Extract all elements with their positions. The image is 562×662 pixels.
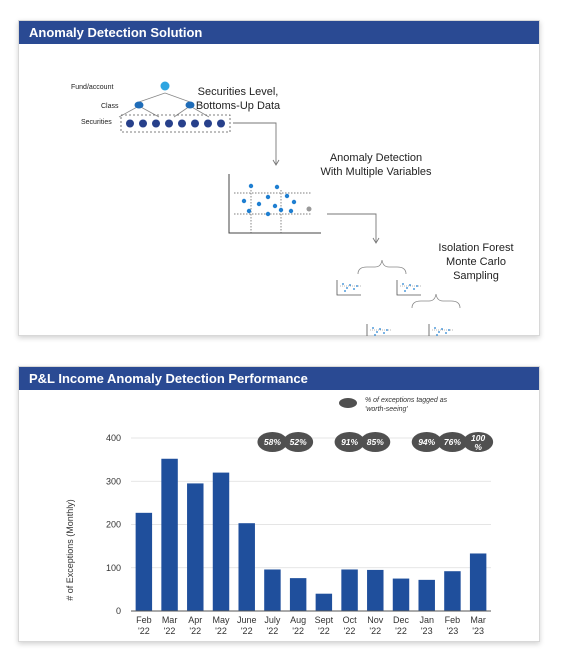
- bar: [290, 578, 306, 611]
- x-tick-label-year: '22: [215, 626, 227, 636]
- grid-lines: [131, 438, 491, 568]
- x-tick-label-month: July: [264, 615, 281, 625]
- class-label: Class: [101, 103, 119, 110]
- bar: [187, 483, 203, 611]
- x-tick-label-year: '23: [446, 626, 459, 636]
- x-tick-label-month: Feb: [136, 615, 152, 625]
- pill-label: 85%: [366, 437, 384, 447]
- solution-diagram: [19, 44, 539, 336]
- x-tick-labels: [136, 615, 486, 636]
- pill-label: 91%: [341, 437, 359, 447]
- percentage-pill: [437, 432, 467, 452]
- percentage-pill: [360, 432, 390, 452]
- fund-account-label: Fund/account: [71, 84, 114, 91]
- arrow-2: [327, 214, 379, 243]
- step3-line1: Isolation Forest: [438, 242, 514, 254]
- x-tick-label-year: '22: [369, 626, 382, 636]
- legend-swatch: [339, 398, 357, 408]
- x-tick-label-month: May: [212, 615, 230, 625]
- x-tick-label-month: Oct: [342, 615, 357, 625]
- step1-line2: Bottoms-Up Data: [195, 100, 281, 112]
- chart-title: P&L Income Anomaly Detection Performance: [19, 367, 539, 390]
- x-tick-label-month: Mar: [470, 615, 486, 625]
- y-tick-label: 0: [115, 606, 121, 616]
- x-tick-label-year: '22: [240, 626, 253, 636]
- x-tick-label-year: '22: [343, 626, 356, 636]
- x-tick-label-month: Aug: [290, 615, 307, 625]
- legend-line2: 'worth-seeing': [365, 406, 408, 413]
- arrow-1: [233, 123, 279, 165]
- step3-line2: Monte Carlo: [446, 256, 506, 268]
- x-tick-label-month: June: [236, 615, 257, 625]
- x-tick-label-year: '23: [420, 626, 433, 636]
- bar: [238, 523, 254, 611]
- bar: [264, 569, 280, 611]
- y-tick-label: 200: [105, 519, 121, 530]
- y-tick-labels: [106, 433, 121, 616]
- bar: [367, 570, 383, 611]
- step2-line1: Anomaly Detection: [329, 152, 423, 164]
- x-tick-label-month: Sept: [314, 615, 334, 625]
- class-node-2: [186, 102, 195, 109]
- bar: [470, 553, 486, 611]
- x-tick-label-year: '22: [137, 626, 150, 636]
- percentage-pill: [463, 432, 493, 452]
- pill-label: 100 %: [471, 433, 486, 452]
- step2-line2: With Multiple Variables: [320, 166, 432, 178]
- bar: [393, 579, 409, 611]
- anomaly-scatter-plot: [229, 174, 321, 233]
- x-tick-label-month: Nov: [367, 615, 384, 625]
- bar: [213, 473, 229, 611]
- x-tick-label-year: '22: [292, 626, 305, 636]
- pill-label: 58%: [263, 437, 281, 447]
- bar: [161, 459, 177, 611]
- x-tick-label-year: '23: [472, 626, 485, 636]
- mini-scatter-plots: [337, 280, 453, 336]
- percentage-pill: [283, 432, 313, 452]
- x-tick-label-year: '22: [163, 626, 176, 636]
- bar: [341, 569, 357, 611]
- securities-box: [121, 115, 230, 132]
- anomaly-detection-solution-card: [18, 20, 540, 336]
- x-tick-label-month: Dec: [392, 615, 410, 625]
- x-tick-label-year: '22: [317, 626, 330, 636]
- class-node-1: [135, 102, 144, 109]
- pl-performance-card: [18, 366, 540, 642]
- securities-nodes: [126, 120, 225, 128]
- y-tick-label: 100: [105, 562, 121, 573]
- diagram-title: Anomaly Detection Solution: [19, 21, 539, 44]
- y-axis-label: # of Exceptions (Monthly): [65, 499, 75, 601]
- legend-line1: % of exceptions tagged as: [365, 397, 448, 404]
- securities-label: Securities: [81, 119, 112, 126]
- exceptions-bar-chart: [19, 390, 539, 642]
- x-tick-label-month: Feb: [444, 615, 461, 625]
- fund-node: [161, 82, 170, 91]
- y-tick-label: 300: [105, 476, 121, 487]
- pill-label: 94%: [418, 437, 436, 447]
- bar: [316, 594, 332, 611]
- bar: [444, 571, 460, 611]
- percentage-pill: [335, 432, 365, 452]
- pill-label: 52%: [289, 437, 307, 447]
- percentage-pills: [257, 432, 493, 452]
- bar: [136, 513, 152, 611]
- percentage-pill: [257, 432, 287, 452]
- x-tick-label-month: Mar: [161, 615, 178, 625]
- y-tick-label: 400: [105, 433, 121, 443]
- isolation-tree: [358, 260, 460, 308]
- percentage-pill: [412, 432, 442, 452]
- x-tick-label-year: '22: [189, 626, 202, 636]
- x-tick-label-month: Apr: [188, 615, 203, 625]
- bar: [418, 580, 434, 611]
- pill-label: 76%: [443, 437, 461, 447]
- x-tick-label-month: Jan: [419, 615, 434, 625]
- step3-line3: Sampling: [453, 270, 499, 282]
- x-tick-label-year: '22: [395, 626, 407, 636]
- x-tick-label-year: '22: [266, 626, 279, 636]
- step1-line1: Securities Level,: [197, 86, 279, 98]
